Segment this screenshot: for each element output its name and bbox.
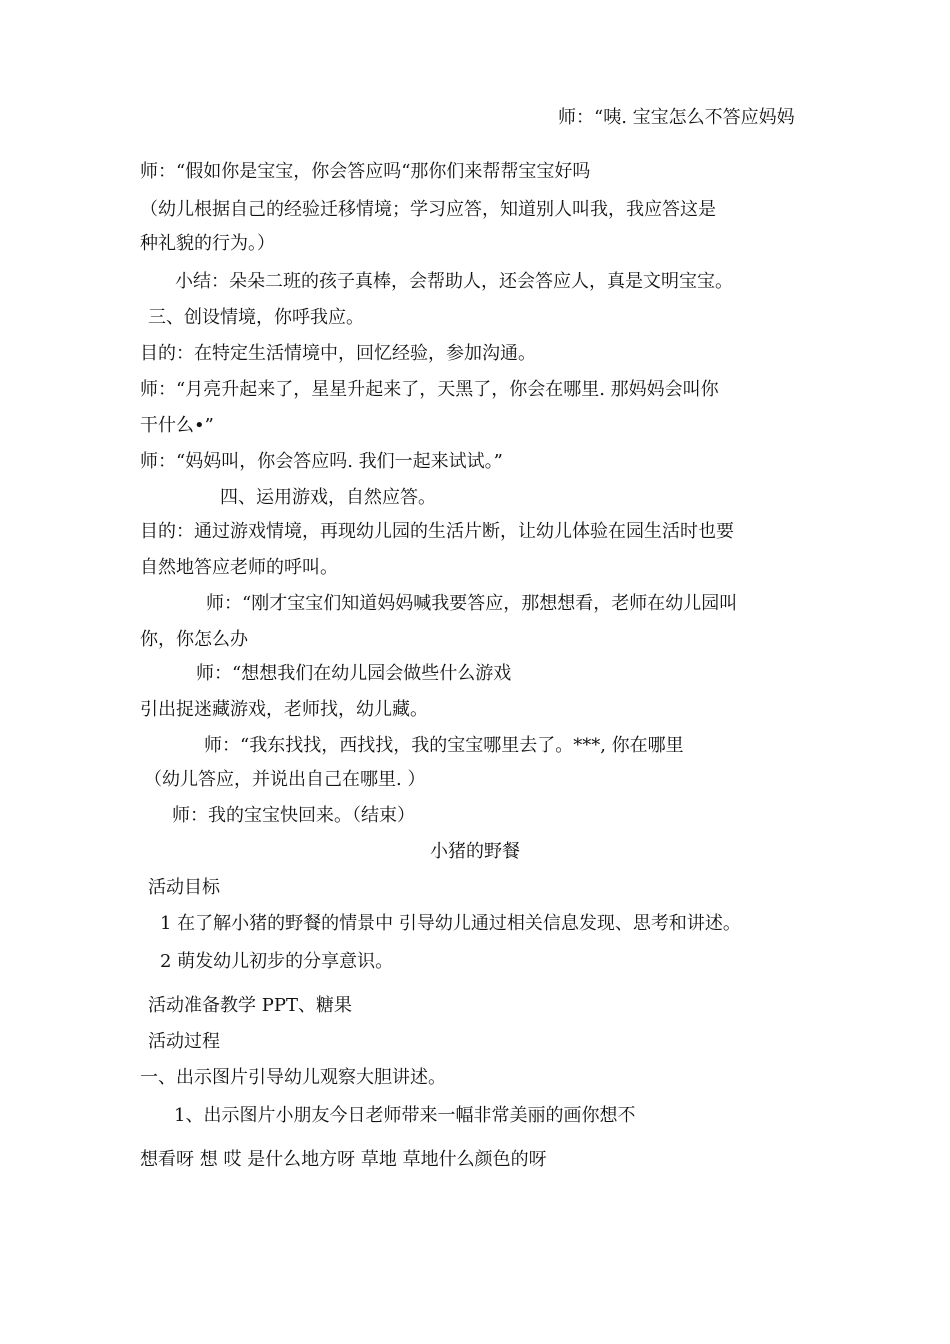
text-line-20: 师：我的宝宝快回来。（结束） (172, 805, 415, 826)
text-line-1: 师：“咦. 宝宝怎么不答应妈妈 (558, 107, 795, 128)
text-line-16: 师：“想想我们在幼儿园会做些什么游戏 (196, 663, 512, 684)
text-line-3: （幼儿根据自己的经验迁移情境；学习应答，知道别人叫我，我应答这是 (140, 199, 716, 220)
text-line-18: 师：“我东找找，西找找，我的宝宝哪里去了。***, 你在哪里 (204, 735, 684, 756)
activity-goal-heading: 活动目标 (148, 877, 220, 898)
text-line-5: 小结：朵朵二班的孩子真棒，会帮助人，还会答应人，真是文明宝宝。 (175, 271, 733, 292)
activity-prep: 活动准备教学 PPT、糖果 (148, 995, 352, 1016)
text-line-9: 干什么•” (140, 415, 214, 436)
text-line-8: 师：“月亮升起来了，星星升起来了，天黑了，你会在哪里. 那妈妈会叫你 (140, 379, 719, 400)
text-line-17: 引出捉迷藏游戏，老师找，幼儿藏。 (140, 699, 428, 720)
text-line-4: 种礼貌的行为。） (140, 233, 275, 254)
text-line-13: 自然地答应老师的呼叫。 (140, 557, 338, 578)
text-line-10: 师：“妈妈叫，你会答应吗. 我们一起来试试。” (140, 451, 503, 472)
process-step-1-1-cont: 想看呀 想 哎 是什么地方呀 草地 草地什么颜色的呀 (140, 1149, 547, 1170)
goal-item-1: 1 在了解小猪的野餐的情景中 引导幼儿通过相关信息发现、思考和讲述。 (160, 913, 741, 934)
section-heading-4: 四、运用游戏，自然应答。 (220, 487, 436, 508)
text-line-14: 师：“刚才宝宝们知道妈妈喊我要答应，那想想看，老师在幼儿园叫 (206, 593, 738, 614)
goal-item-2: 2 萌发幼儿初步的分享意识。 (160, 951, 394, 972)
text-line-12: 目的：通过游戏情境，再现幼儿园的生活片断，让幼儿体验在园生活时也要 (140, 521, 734, 542)
section-heading-3: 三、创设情境，你呼我应。 (148, 307, 364, 328)
text-line-2: 师：“假如你是宝宝，你会答应吗“那你们来帮帮宝宝好吗 (140, 161, 591, 182)
text-line-19: （幼儿答应，并说出自己在哪里. ） (144, 769, 426, 790)
activity-process-heading: 活动过程 (148, 1031, 220, 1052)
process-step-1: 一、出示图片引导幼儿观察大胆讲述。 (140, 1067, 446, 1088)
lesson-title: 小猪的野餐 (430, 841, 520, 862)
text-line-7: 目的：在特定生活情境中，回忆经验，参加沟通。 (140, 343, 536, 364)
process-step-1-1: 1、出示图片小朋友今日老师带来一幅非常美丽的画你想不 (174, 1105, 636, 1126)
text-line-15: 你，你怎么办 (140, 629, 248, 650)
